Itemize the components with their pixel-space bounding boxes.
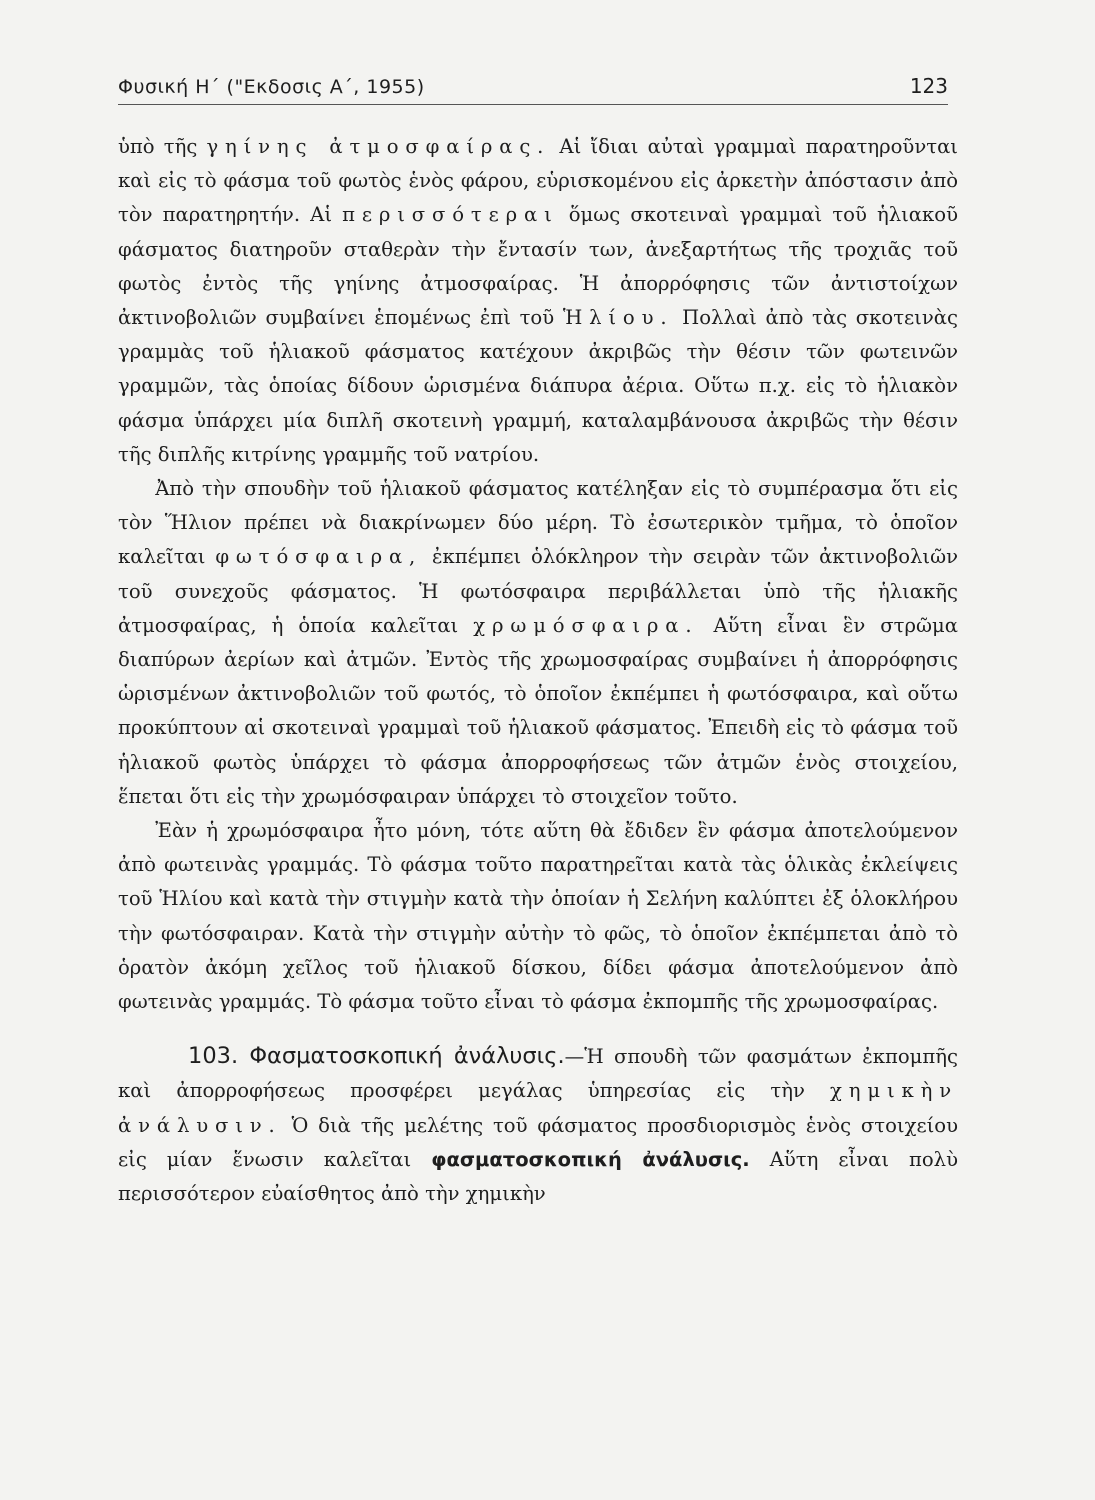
paragraph-1 (118, 130, 958, 472)
text-run: Αἱ ἴδιαι αὐταὶ γραμμαὶ παρατηροῦνται καὶ εἰς τὸ φάσμα τοῦ φωτὸς ἑνὸς φάρου, εὑρισκομένου εἰς ἀρκετὴν ἀπόστασιν ἀπὸ τὸν παρατηρητήν. Αἱ (118, 135, 958, 227)
spaced-term: Ἡλίου. (562, 306, 674, 330)
page-header (118, 72, 948, 105)
running-head: Φυσική Η΄ ("Εκδοσις Α΄, 1955) (118, 76, 425, 98)
text-run: Αὕτη εἶναι ἓν στρῶμα διαπύρων ἀερίων καὶ ἀτμῶν. Ἐντὸς τῆς χρωμοσφαίρας συμβαίνει ἡ ἀπορρόφησις ὡρισμένων ἀκτινοβολιῶν τοῦ φωτός, τὸ ὁποῖον ἐκπέμπει ἡ φωτόσφαιρα, καὶ οὕτω προκύπτουν αἱ σκοτειναὶ γραμμαὶ τοῦ ἡλιακοῦ φάσματος. Ἐπειδὴ εἰς τὸ φάσμα τοῦ ἡλιακοῦ φωτὸς ὑπάρχει τὸ φάσμα ἀπορροφήσεως τῶν ἀτμῶν ἑνὸς στοιχείου, ἕπεται ὅτι εἰς τὴν χρωμόσφαιραν ὑπάρχει τὸ στοιχεῖον τοῦτο. (118, 613, 958, 808)
text-run: Πολλαὶ ἀπὸ τὰς σκοτεινὰς γραμμὰς τοῦ ἡλιακοῦ φάσματος κατέχουν ἀκριβῶς τὴν θέσιν τῶν φωτεινῶν γραμμῶν, τὰς ὁποίας δίδουν ὡρισμένα διάπυρα ἀέρια. Οὕτω π.χ. εἰς τὸ ἡλιακὸν φάσμα ὑπάρχει μία διπλῆ σκοτεινὴ γραμμή, καταλαμβάνουσα ἀκριβῶς τὴν θέσιν τῆς διπλῆς κιτρίνης γραμμῆς τοῦ νατρίου. (118, 306, 958, 466)
section-title: 103. Φασματοσκοπική ἀνάλυσις. (188, 1043, 565, 1070)
text-run: ἐκπέμπει ὁλόκληρον τὴν σειρὰν τῶν ἀκτινοβολιῶν τοῦ συνεχοῦς φάσματος. Ἡ φωτόσφαιρα περιβάλλεται ὑπὸ τῆς ἡλιακῆς ἀτμοσφαίρας, ἡ ὁποία καλεῖται (118, 545, 959, 637)
spaced-term: χρωμόσφαιρα. (473, 613, 699, 637)
page-number: 123 (909, 74, 948, 98)
text-run: Ἀπὸ τὴν σπουδὴν τοῦ ἡλιακοῦ φάσματος κατέληξαν εἰς τὸ συμπέρασμα ὅτι εἰς τὸν Ἥλιον πρέπει νὰ διακρίνωμεν δύο μέρη. Τὸ ἐσωτερικὸν τμῆμα, τὸ ὁποῖον καλεῖται (118, 477, 958, 569)
bold-term: φασματοσκοπική ἀνάλυσις. (431, 1147, 750, 1171)
paragraph-2 (118, 472, 958, 814)
text-run: ὑπὸ τῆς (118, 135, 207, 158)
text-run: Αὕτη εἶναι πολὺ περισσότερον εὐαίσθητος ἀπὸ τὴν χημικὴν (118, 1147, 958, 1206)
spaced-term: φωτόσφαιρα, (215, 545, 423, 569)
spaced-term: περισσότεραι (342, 203, 559, 227)
text-run: ὅμως σκοτειναὶ γραμμαὶ τοῦ ἡλιακοῦ φάσματος διατηροῦν σταθερὰν τὴν ἔντασίν των, ἀνεξαρτήτως τῆς τροχιᾶς τοῦ φωτὸς ἐντὸς τῆς γηίνης ἀτμοσφαίρας. Ἡ ἀπορρόφησις τῶν ἀντιστοίχων ἀκτινοβολιῶν συμβαίνει ἑπομένως ἐπὶ τοῦ (118, 203, 958, 330)
paragraph-3: Ἐὰν ἡ χρωμόσφαιρα ἦτο μόνη, τότε αὕτη θὰ ἔδιδεν ἓν φάσμα ἀποτελούμενον ἀπὸ φωτεινὰς γραμμάς. Τὸ φάσμα τοῦτο παρατηρεῖται κατὰ τὰς ὁλικὰς ἐκλείψεις τοῦ Ἡλίου καὶ κατὰ τὴν στιγμὴν κατὰ τὴν ὁποίαν ἡ Σελήνη καλύπτει ἐξ ὁλοκλήρου τὴν φωτόσφαιραν. Κατὰ τὴν στιγμὴν αὐτὴν τὸ φῶς, τὸ ὁποῖον ἐκπέμπεται ἀπὸ τὸ ὁρατὸν ἀκόμη χεῖλος τοῦ ἡλιακοῦ δίσκου, δίδει φάσμα ἀποτελούμενον ἀπὸ φωτεινὰς γραμμάς. Τὸ φάσμα τοῦτο εἶναι τὸ φάσμα ἐκπομπῆς τῆς χρωμοσφαίρας. (118, 819, 958, 1014)
text-run: Ὁ διὰ τῆς μελέτης τοῦ φάσματος προσδιορισμὸς ἑνὸς στοιχείου εἰς μίαν ἕνωσιν καλεῖται (118, 1113, 958, 1171)
spaced-term: χημικὴν ἀνάλυσιν. (118, 1079, 958, 1137)
text-run: —Ἡ σπουδὴ τῶν φασμάτων ἐκπομπῆς καὶ ἀπορροφήσεως προσφέρει μεγάλας ὑπηρεσίας εἰς τὴν (118, 1045, 958, 1103)
page-body (118, 130, 958, 1211)
spaced-term: γηίνης ἀτμοσφαίρας. (206, 135, 551, 158)
section-103 (118, 1039, 958, 1211)
